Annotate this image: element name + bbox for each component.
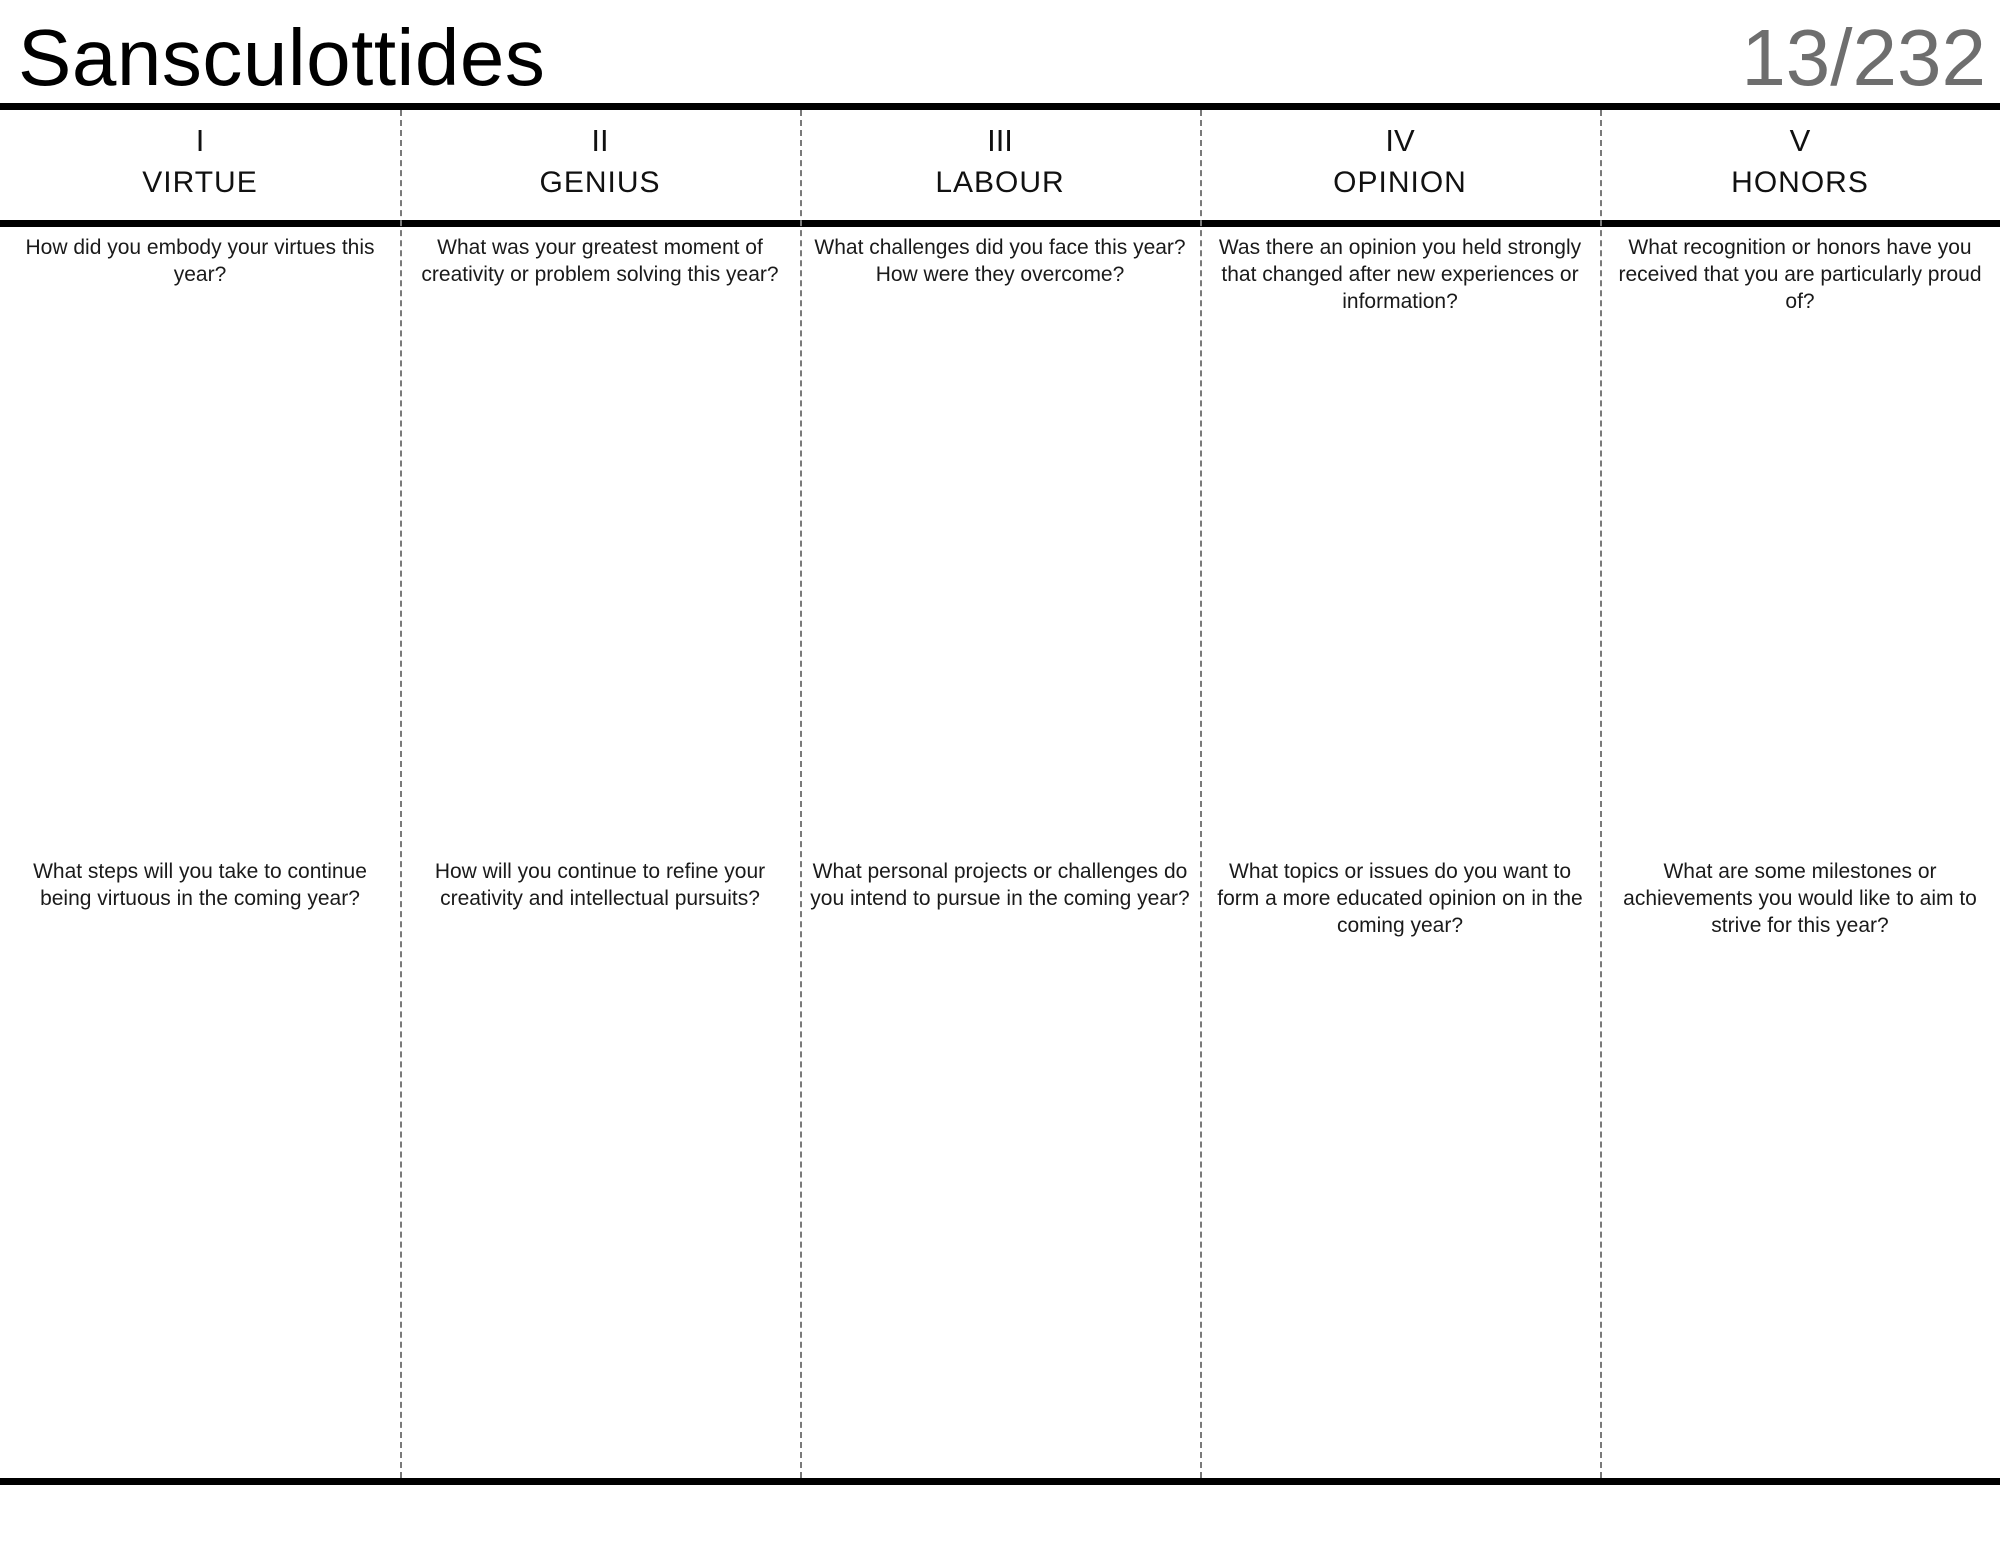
prompt-past: Was there an opinion you held strongly that changed after new experiences or information? xyxy=(1218,236,1582,313)
page-number: 13/232 xyxy=(1741,13,1986,102)
column-numeral: II xyxy=(591,123,609,158)
column-header xyxy=(800,120,1200,204)
prompt-past: How did you embody your virtues this year? xyxy=(25,236,375,286)
prompt-future: What steps will you take to continue being virtuous in the coming year? xyxy=(33,860,367,910)
answer-area-future[interactable] xyxy=(1608,950,1992,1460)
column-name: VIRTUE xyxy=(142,166,258,199)
column-opinion xyxy=(1200,110,1600,1478)
bottom-rule xyxy=(0,1478,2000,1485)
column-numeral: I xyxy=(195,123,205,158)
column-header xyxy=(1200,120,1600,204)
column-header xyxy=(0,120,400,204)
column-numeral: V xyxy=(1789,123,1811,158)
prompt-future: What topics or issues do you want to form a more educated opinion on in the coming year? xyxy=(1217,860,1583,937)
column-numeral: IV xyxy=(1385,123,1415,158)
answer-area-future[interactable] xyxy=(1208,950,1592,1460)
column-genius xyxy=(400,110,800,1478)
prompt-future: How will you continue to refine your creativity and intellectual pursuits? xyxy=(434,860,766,910)
answer-area-past[interactable] xyxy=(1208,330,1592,830)
column-labour xyxy=(800,110,1200,1478)
answer-area-past[interactable] xyxy=(8,330,392,830)
column-header xyxy=(400,120,800,204)
answer-area-future[interactable] xyxy=(808,950,1192,1460)
answer-area-future[interactable] xyxy=(408,950,792,1460)
column-numeral: III xyxy=(987,123,1013,158)
answer-area-past[interactable] xyxy=(1608,330,1992,830)
answer-area-past[interactable] xyxy=(808,330,1192,830)
column-header xyxy=(1600,120,2000,204)
column-virtue xyxy=(0,110,400,1478)
column-name: HONORS xyxy=(1731,166,1869,199)
column-name: LABOUR xyxy=(935,166,1065,199)
prompt-future: What personal projects or challenges do you intend to pursue in the coming year? xyxy=(810,860,1190,910)
prompt-past: What recognition or honors have you received that you are particularly proud of? xyxy=(1618,236,1982,313)
prompt-past: What was your greatest moment of creativity or problem solving this year? xyxy=(421,236,779,286)
prompt-past: What challenges did you face this year? How were they overcome? xyxy=(814,236,1186,286)
answer-area-past[interactable] xyxy=(408,330,792,830)
prompt-future: What are some milestones or achievements you would like to aim to strive for this year? xyxy=(1623,860,1977,937)
page-title: Sansculottides xyxy=(18,13,546,102)
column-name: OPINION xyxy=(1333,166,1467,199)
column-honors xyxy=(1600,110,2000,1478)
column-name: GENIUS xyxy=(539,166,661,199)
top-rule xyxy=(0,103,2000,110)
answer-area-future[interactable] xyxy=(8,950,392,1460)
